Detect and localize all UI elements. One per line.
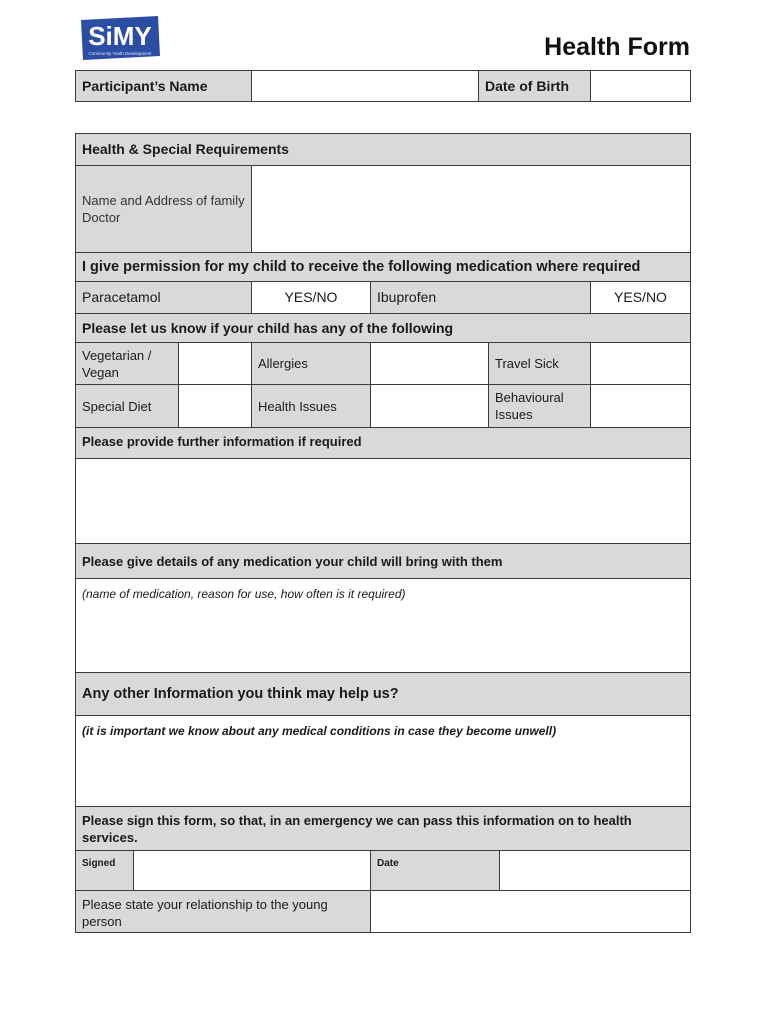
health-issues-label: Health Issues xyxy=(251,384,371,428)
simy-logo-graphic xyxy=(78,14,162,62)
participant-name-field[interactable] xyxy=(251,70,479,102)
relationship-field[interactable] xyxy=(370,890,691,933)
other-info-field[interactable] xyxy=(75,715,691,807)
paracetamol-label: Paracetamol xyxy=(75,281,252,314)
behavioural-issues-field[interactable] xyxy=(590,384,691,428)
date-of-birth-label: Date of Birth xyxy=(478,70,591,102)
further-info-header: Please provide further information if required xyxy=(75,427,691,459)
signed-label: Signed xyxy=(75,850,134,891)
page-title: Health Form xyxy=(544,33,690,61)
travel-sick-label: Travel Sick xyxy=(488,342,591,385)
further-info-field[interactable] xyxy=(75,458,691,544)
special-diet-label: Special Diet xyxy=(75,384,179,428)
signed-field[interactable] xyxy=(133,850,371,891)
allergies-field[interactable] xyxy=(370,342,489,385)
paracetamol-yes-no[interactable]: YES/NO xyxy=(251,281,371,314)
signature-header: Please sign this form, so that, in an emergency we can pass this information on to health services. xyxy=(75,806,691,851)
logo-text: SiMY xyxy=(88,21,152,51)
other-info-header: Any other Information you think may help us? xyxy=(75,672,691,716)
behavioural-issues-label: Behavioural Issues xyxy=(488,384,591,428)
family-doctor-label: Name and Address of family Doctor xyxy=(75,165,252,253)
family-doctor-field[interactable] xyxy=(251,165,691,253)
medication-details-hint: (name of medication, reason for use, how often is it required) xyxy=(82,587,406,601)
ibuprofen-yes-no[interactable]: YES/NO xyxy=(590,281,691,314)
medication-details-field[interactable] xyxy=(75,578,691,673)
other-info-hint: (it is important we know about any medical conditions in case they become unwell) xyxy=(82,724,557,738)
relationship-label: Please state your relationship to the young person xyxy=(75,890,371,933)
allergies-label: Allergies xyxy=(251,342,371,385)
health-issues-field[interactable] xyxy=(370,384,489,428)
conditions-header: Please let us know if your child has any of the following xyxy=(75,313,691,343)
logo-tagline: Community Youth Development xyxy=(88,51,152,56)
vegetarian-label: Vegetarian / Vegan xyxy=(75,342,179,385)
date-field[interactable] xyxy=(499,850,691,891)
travel-sick-field[interactable] xyxy=(590,342,691,385)
special-diet-field[interactable] xyxy=(178,384,252,428)
simy-logo xyxy=(78,14,162,62)
date-label: Date xyxy=(370,850,500,891)
medication-permission-header: I give permission for my child to receive the following medication where required xyxy=(75,252,691,282)
medication-details-header: Please give details of any medication your child will bring with them xyxy=(75,543,691,579)
health-section-header: Health & Special Requirements xyxy=(75,133,691,166)
date-of-birth-field[interactable] xyxy=(590,70,691,102)
ibuprofen-label: Ibuprofen xyxy=(370,281,591,314)
vegetarian-field[interactable] xyxy=(178,342,252,385)
participant-name-label: Participant’s Name xyxy=(75,70,252,102)
